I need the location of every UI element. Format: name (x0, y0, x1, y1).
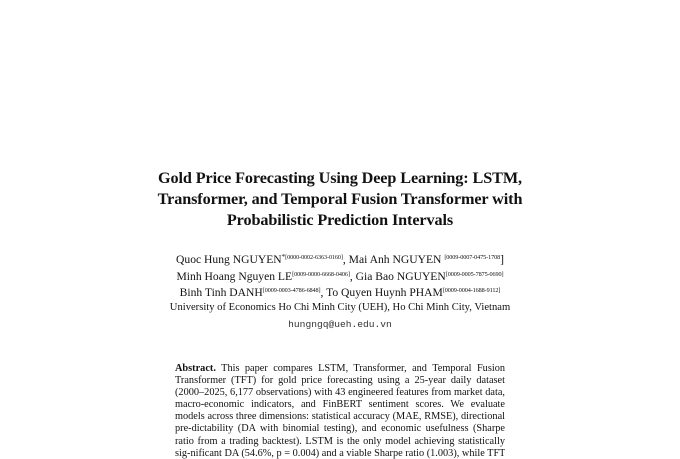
author-line-3 (100, 284, 580, 301)
author-list (100, 250, 580, 301)
abstract-line-1 (175, 363, 505, 375)
author-orcid: [0009-0007-0475-1708 (444, 254, 501, 261)
author-name: Binh Tinh DANH (179, 286, 263, 300)
author-line-1 (100, 250, 580, 268)
author-orcid: [0009-0004-1688-9112] (442, 287, 501, 295)
author-name: Gia Bao NGUYEN (355, 269, 446, 283)
author-separator: , (349, 269, 356, 283)
affiliation: University of Economics Ho Chi Minh City (UEH), Ho Chi Minh City, Vietnam (169, 302, 511, 313)
author-orcid: [0009-0003-4786-6848] (262, 287, 321, 295)
author-name: Quoc Hung NGUYEN (176, 253, 282, 266)
author-name: Minh Hoang Nguyen LE (176, 269, 293, 283)
abstract-line-2: Transformer (TFT) for gold price forecasting using a 25-year daily dataset (175, 375, 505, 387)
abstract-block (175, 363, 505, 459)
paper-title (140, 168, 540, 231)
author-separator: , (342, 253, 349, 266)
title-line-3: Probabilistic Prediction Intervals (226, 211, 454, 229)
abstract-line-7: ratio from a trading backtest). LSTM is the only model achieving statistically (175, 435, 505, 447)
title-line-1: Gold Price Forecasting Using Deep Learning: LSTM, (158, 169, 522, 187)
title-line-2: Transformer, and Temporal Fusion Transformer with (157, 190, 523, 208)
abstract-line-3: (2000–2025, 6,177 observations) with 43 engineered features from market data, (175, 387, 505, 399)
author-orcid: [0000-0002-6363-0160] (285, 254, 343, 261)
abstract-line-5: models across three dimensions: statistical accuracy (MAE, RMSE), directional (175, 411, 505, 423)
author-orcid: [0009-0000-6668-0406] (292, 270, 350, 278)
abstract-line-6: pre-dictability (DA with binomial testing), and economic usefulness (Sharpe (175, 423, 505, 435)
author-bracket: ] (500, 253, 504, 266)
author-separator: , (320, 286, 327, 300)
author-orcid: [0009-0005-7875-0690] (445, 270, 504, 278)
abstract-label: Abstract. (175, 363, 216, 374)
author-line-2 (100, 268, 580, 285)
author-name: Mai Anh NGUYEN (348, 253, 445, 266)
email-address: hungngq@ueh.edu.vn (288, 319, 392, 330)
author-name: To Quyen Huynh PHAM (326, 286, 443, 300)
corresponding-mark: * (281, 253, 286, 261)
abstract-line-4: macro-economic indicators, and FinBERT sentiment scores. We evaluate (175, 399, 505, 411)
abstract-text: This paper compares LSTM, Transformer, and Temporal Fusion (215, 363, 505, 374)
abstract-line-8: sig-nificant DA (54.6%, p = 0.004) and a viable Sharpe ratio (1.003), while TFT (175, 447, 505, 459)
